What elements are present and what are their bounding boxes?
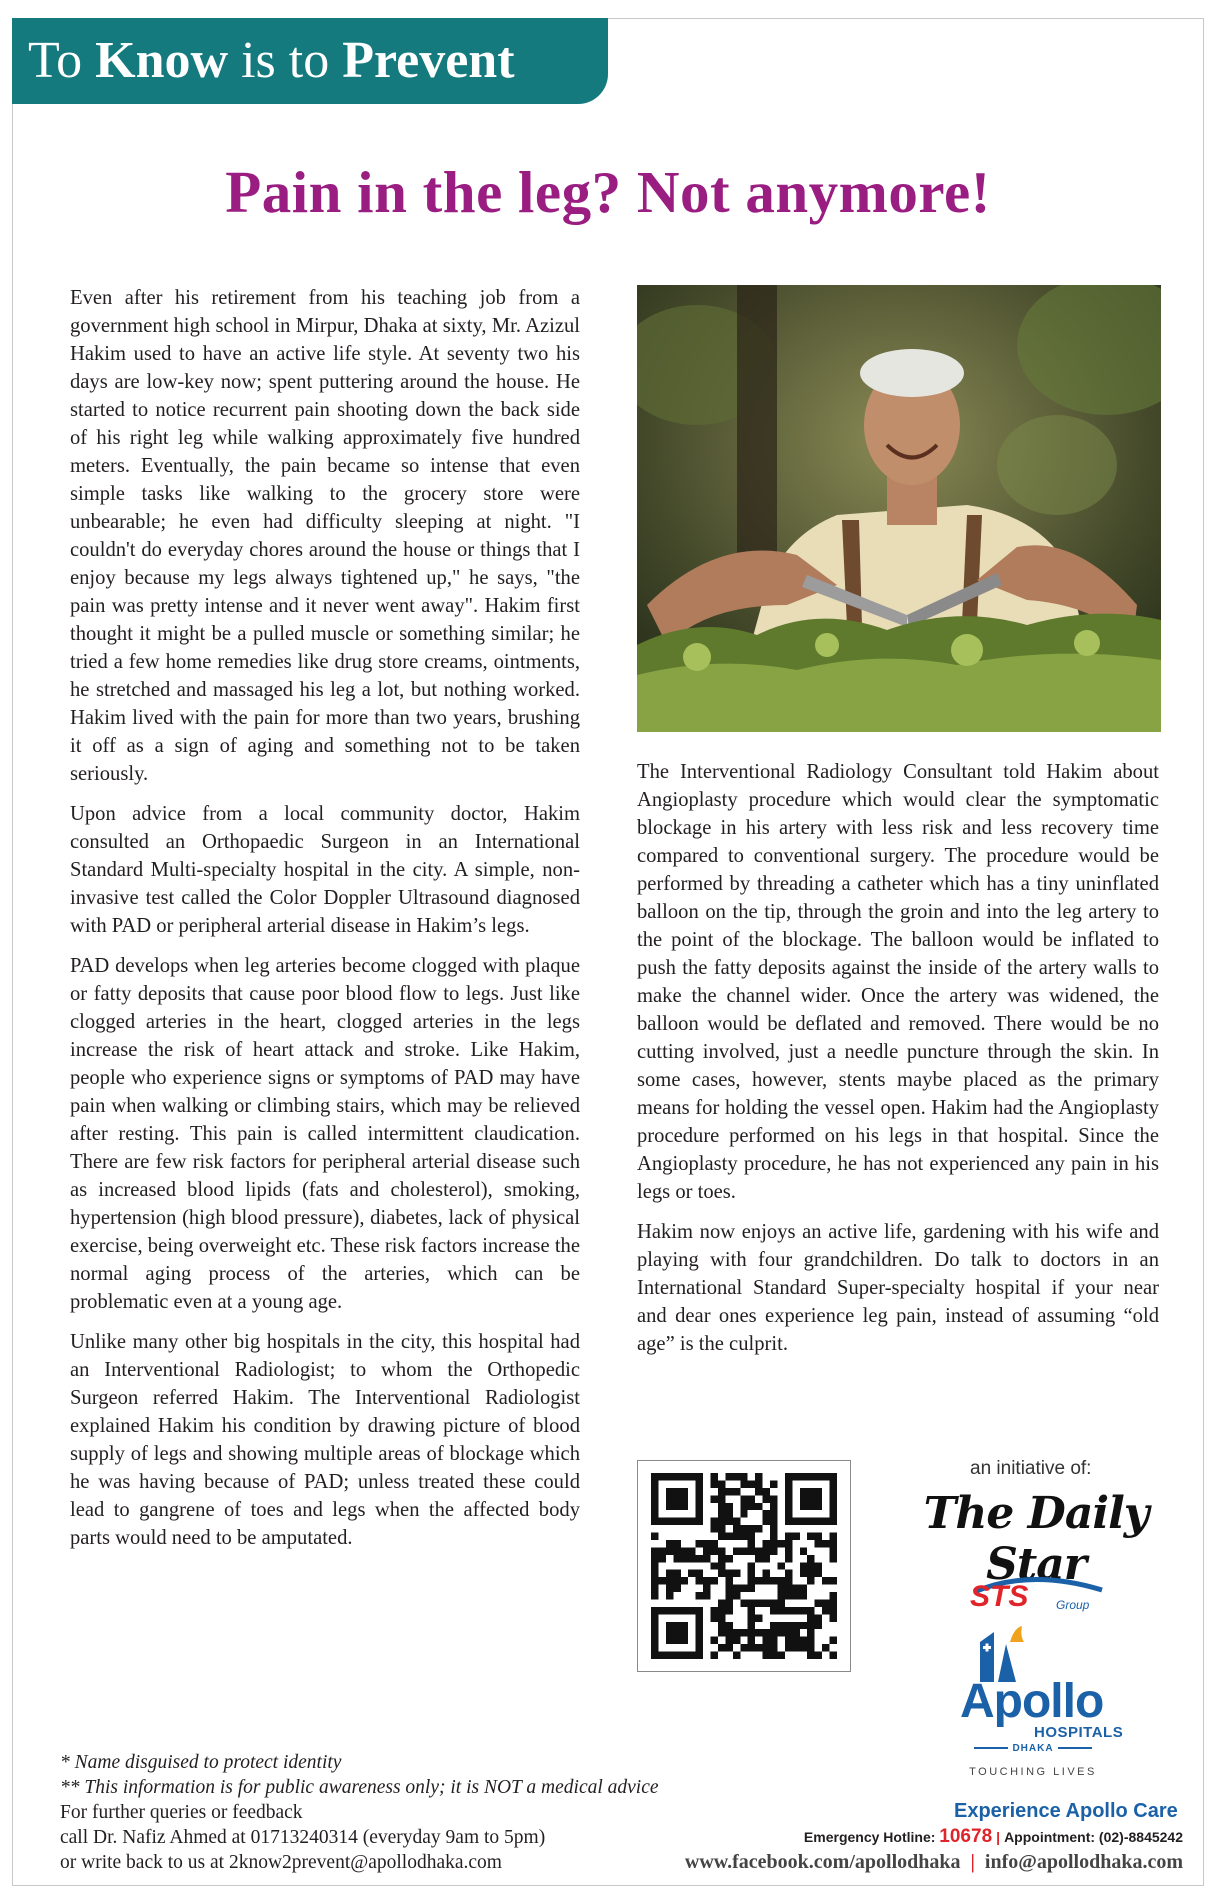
feedback-email-line[interactable]: or write back to us at 2know2prevent@apollodhaka.com <box>60 1852 502 1873</box>
apollo-logo-text: Apollo <box>960 1675 1104 1728</box>
feedback-line: For further queries or feedback <box>60 1802 303 1823</box>
paragraph: The Interventional Radiology Consultant told Hakim about Angioplasty procedure which would clear the symptomatic blockage in his artery with less risk and less recovery time compared to conventional surgery. The procedure would be performed by threading a catheter which has a tiny uninflated balloon on the tip, through the groin and into the leg artery to the point of the blockage. The balloon would be inflated to push the fatty deposits against the inside of the artery walls to make the channel wider. Once the artery was widened, the balloon would be deflated and removed. There would be no cutting involved, just a needle puncture through the skin. In some cases, however, stents maybe placed as the primary means for holding the vessel open. Hakim had the Angioplasty procedure performed on his legs in that hospital. Since the Angioplasty procedure, he has not experienced any pain in his legs or toes. <box>637 761 1159 1203</box>
paragraph: Even after his retirement from his teaching job from a government high school in Mirpur, Dhaka at sixty, Mr. Azizul Hakim used to have an active life style. At seventy two his days are low-key now; spent puttering around the house. He started to notice recurrent pain shooting down the back side of his right leg while walking approximately five hundred meters. Eventually, the pain became so intense that even simple tasks like walking to the grocery store were unbearable; he even had difficulty sleeping at night. "I couldn't do everyday chores around the house or things that I enjoy because my legs always tightened up," he says, "the pain was pretty intense and it never went away". Hakim first thought it might be a pulled muscle or something similar; he tried a few home remedies like drug store creams, ointments, he stretched and massaged his leg a lot, but nothing worked. Hakim lived with the pain for more than two years, brushing it off as a sign of aging and something not to be taken seriously. <box>70 287 580 785</box>
paragraph: Hakim now enjoys an active life, gardening with his wife and playing with four grandchildren. Do talk to doctors in an International Standard Super-specialty hospital if your near and dear ones experience leg pain, instead of assuming “old age” is the culprit. <box>637 1221 1159 1355</box>
article-right-column <box>637 758 1159 1370</box>
hotline-line: Emergency Hotline: 10678 | Appointment: (02)-8845242 <box>803 1826 1183 1847</box>
daily-star-logo: The Daily Star <box>923 1488 1149 1590</box>
doctor-contact-line: call Dr. Nafiz Ahmed at 01713240314 (everyday 9am to 5pm) <box>60 1827 546 1848</box>
apollo-hospitals-text: HOSPITALS <box>1034 1724 1124 1741</box>
series-banner: To Know is to Prevent <box>12 18 608 104</box>
web-line: www.facebook.com/apollodhaka | info@apollodhaka.com <box>684 1851 1183 1873</box>
sts-group-logo: STS Group <box>970 1574 1110 1622</box>
paragraph: Upon advice from a local community doctor, Hakim consulted an Orthopaedic Surgeon in an International Standard Multi-specialty hospital in the city. A simple, non-invasive test called the Color Doppler Ultrasound diagnosed with PAD or peripheral arterial disease in Hakim’s legs. <box>70 803 580 937</box>
qr-code[interactable] <box>637 1460 851 1672</box>
footnotes <box>60 1750 659 1875</box>
appointment-number[interactable]: Appointment: (02)-8845242 <box>1004 1829 1183 1845</box>
identity-note: * Name disguised to protect identity <box>60 1752 342 1773</box>
paragraph: PAD develops when leg arteries become clogged with plaque or fatty deposits that cause poor blood flow to legs. Just like clogged arteries in the heart, clogged arteries in the legs increase the risk of heart attack and stroke. Like Hakim, people who experience signs or symptoms of PAD may have pain when walking or climbing stairs, which may be relieved after resting. This pain is called intermittent claudication. There are few risk factors for peripheral arterial disease such as increased blood lipids (fats and cholesterol), smoking, hypertension (high blood pressure), diabetes, lack of physical exercise, being overweight etc. These risk factors increase the normal aging process of the arteries, which can be problematic even at a young age. <box>70 955 580 1313</box>
apollo-tagline: TOUCHING LIVES <box>969 1766 1097 1778</box>
apollo-city-text: DHAKA <box>966 1743 1100 1754</box>
initiative-label: an initiative of: <box>970 1458 1092 1479</box>
article-left-column <box>70 284 580 1564</box>
qr-code-image <box>651 1473 837 1659</box>
email-link[interactable]: info@apollodhaka.com <box>984 1851 1183 1873</box>
hotline-number[interactable]: 10678 <box>939 1826 993 1847</box>
facebook-link[interactable]: www.facebook.com/apollodhaka <box>684 1851 961 1873</box>
disclaimer-note: ** This information is for public awareness only; it is NOT a medical advice <box>60 1777 659 1798</box>
gardening-photo <box>637 285 1161 732</box>
paragraph: Unlike many other big hospitals in the city, this hospital had an Interventional Radiologist; to whom the Orthopedic Surgeon referred Hakim. The Interventional Radiologist explained Hakim his condition by drawing picture of blood supply of legs and showing multiple areas of blockage which he was having because of PAD; unless treated these could lead to gangrene of toes and legs when the affected body parts would need to be amputated. <box>70 1331 580 1549</box>
experience-apollo-care: Experience Apollo Care <box>954 1800 1178 1822</box>
article-headline: Pain in the leg? Not anymore! <box>225 159 991 225</box>
